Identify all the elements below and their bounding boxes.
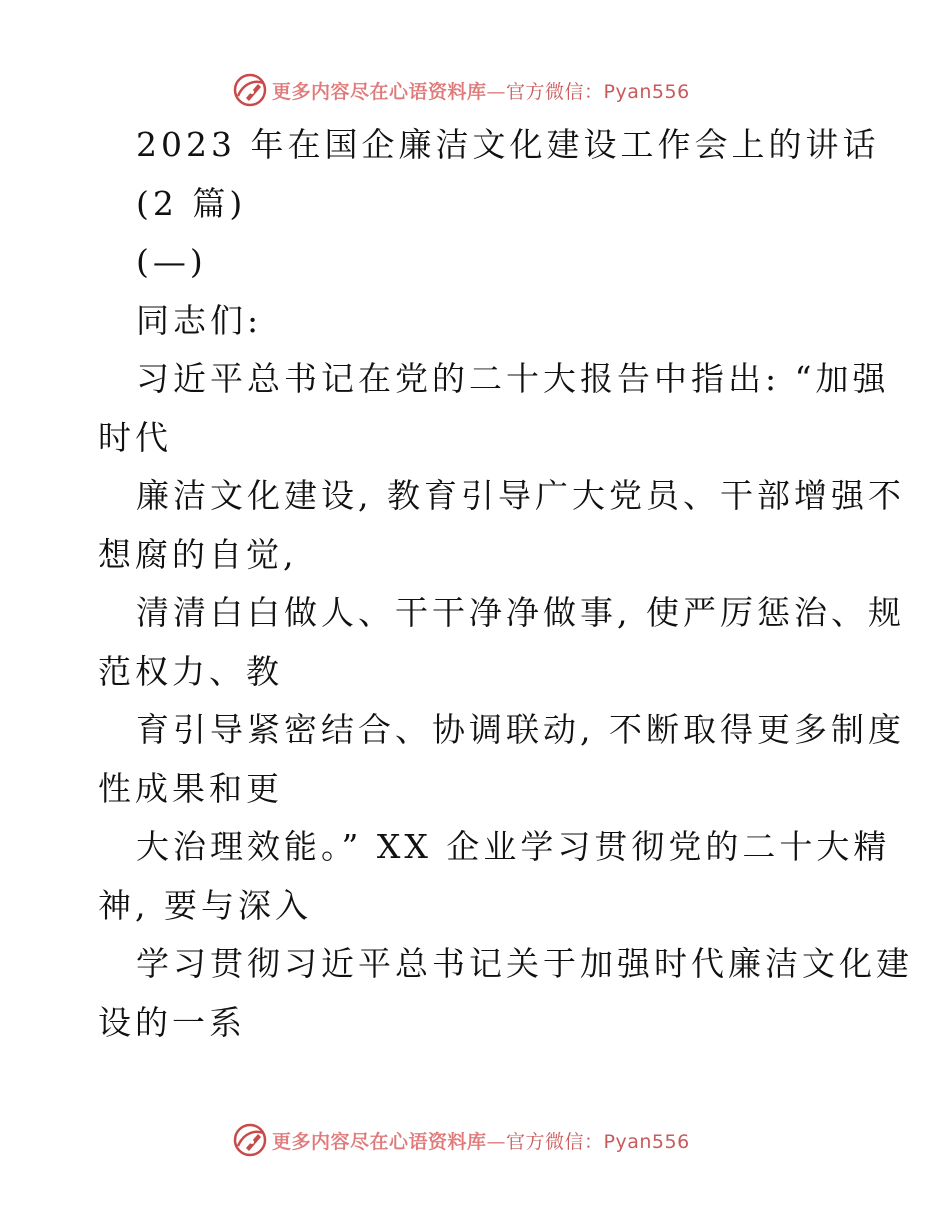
salutation: 同志们: xyxy=(136,300,263,340)
paragraph-line: 廉洁文化建设, 教育引导广大党员、干部增强不 xyxy=(136,476,905,515)
watermark-separator: — xyxy=(486,1130,507,1153)
paragraph-line-wrap: 范权力、教 xyxy=(98,651,283,691)
document-title: 2023 年在国企廉洁文化建设工作会上的讲话 xyxy=(136,125,880,164)
watermark-banner-top xyxy=(232,70,690,110)
watermark-main-text: 更多内容尽在心语资料库 xyxy=(272,80,487,103)
document-body xyxy=(98,116,913,1052)
watermark-wechat-text: 官方微信：Pyan556 xyxy=(506,80,690,103)
paragraph-line: 清清白白做人、干干净净做事, 使严厉惩治、规 xyxy=(136,593,905,632)
paragraph-line-wrap: 设的一系 xyxy=(98,1002,246,1042)
paragraph-line-wrap: 时代 xyxy=(98,417,172,457)
paragraph-line-wrap: 神, 要与深入 xyxy=(98,885,312,925)
paragraph-line: 育引导紧密结合、协调联动, 不断取得更多制度 xyxy=(136,710,905,749)
paragraph-line: 大治理效能。” XX 企业学习贯彻党的二十大精 xyxy=(136,827,891,866)
paragraph-line-wrap: 性成果和更 xyxy=(98,768,283,808)
paragraph-line-wrap: 想腐的自觉, xyxy=(98,534,298,574)
section-marker: (—) xyxy=(136,242,207,281)
paragraph-line: 习近平总书记在党的二十大报告中指出: “加强 xyxy=(136,359,890,398)
paragraph-line: 学习贯彻习近平总书记关于加强时代廉洁文化建 xyxy=(136,944,913,983)
watermark-separator: — xyxy=(486,80,507,103)
watermark-banner-bottom xyxy=(232,1120,690,1160)
document-subtitle: (2 篇) xyxy=(136,183,247,223)
watermark-main-text: 更多内容尽在心语资料库 xyxy=(272,1130,487,1153)
pen-logo-icon xyxy=(232,72,268,108)
watermark-wechat-text: 官方微信：Pyan556 xyxy=(506,1130,690,1153)
pen-logo-icon xyxy=(232,1122,268,1158)
